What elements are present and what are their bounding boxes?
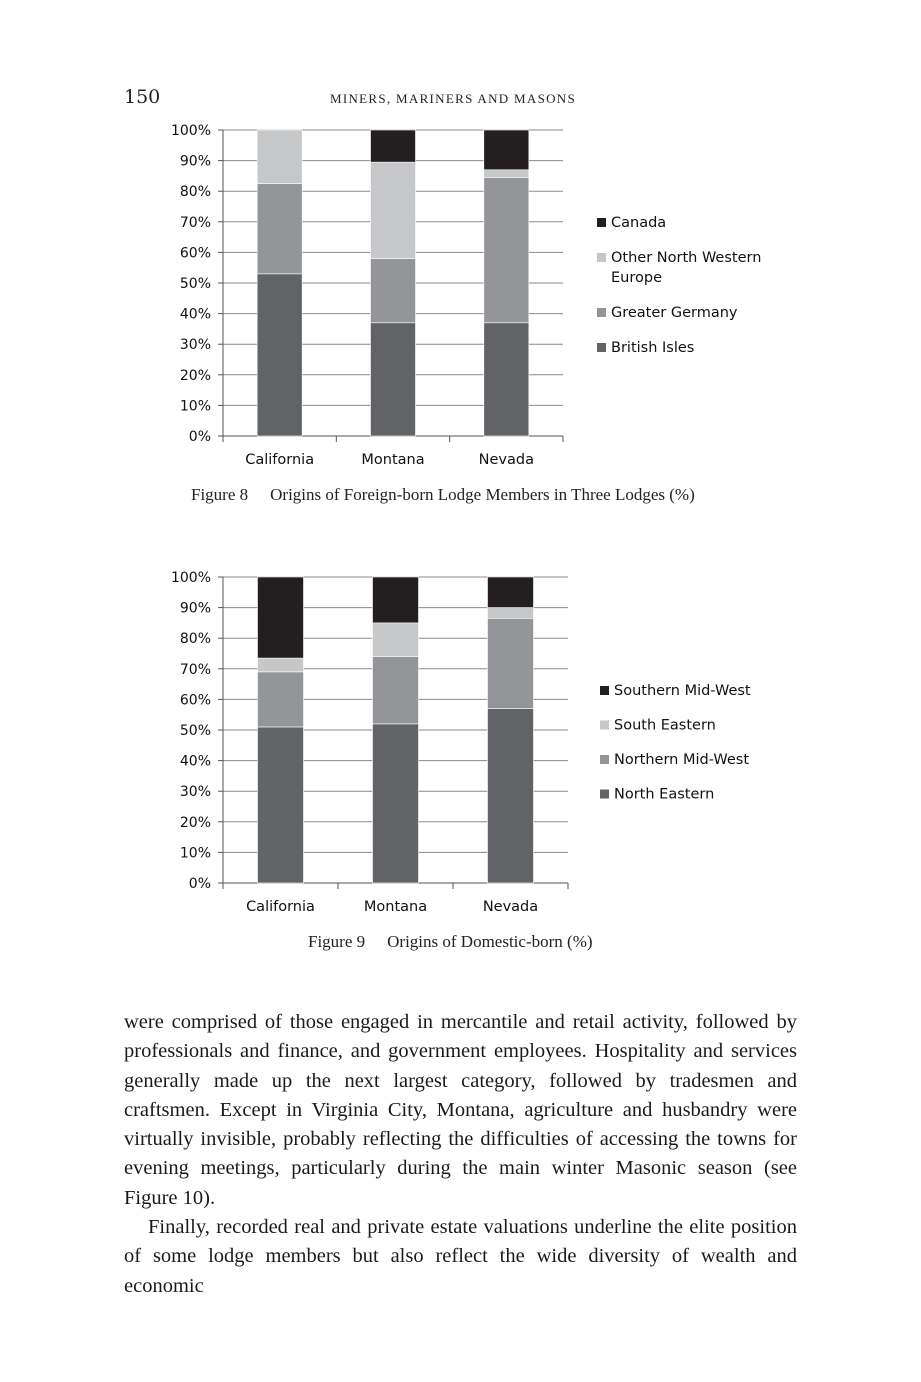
y-tick-label: 30%	[179, 784, 211, 801]
y-tick-label: 60%	[179, 245, 211, 262]
legend-label: Southern Mid-West	[614, 683, 751, 699]
bar-segment-california-british-isles	[257, 274, 302, 436]
figure-8-chart	[0, 110, 921, 480]
y-tick-label: 30%	[179, 337, 211, 354]
y-tick-label: 70%	[179, 661, 211, 678]
bar-segment-montana-south-eastern	[373, 623, 419, 657]
legend-label: Other North Western	[611, 250, 762, 266]
figure-8-label: Figure 8	[191, 485, 249, 504]
y-tick-label: 40%	[179, 306, 211, 323]
legend-swatch	[597, 218, 606, 227]
figure-9-chart	[0, 560, 921, 930]
y-tick-label: 0%	[188, 876, 211, 892]
x-category-label: Nevada	[478, 452, 534, 468]
y-tick-label: 80%	[179, 631, 211, 648]
y-tick-label: 0%	[188, 429, 211, 445]
legend-swatch	[600, 790, 609, 799]
x-category-label: California	[246, 899, 315, 915]
y-tick-label: 40%	[179, 753, 211, 770]
bar-segment-nevada-northern-mid-west	[488, 618, 534, 708]
bar-segment-california-northern-mid-west	[258, 672, 304, 727]
bar-segment-nevada-canada	[484, 130, 529, 170]
y-tick-label: 100%	[170, 123, 211, 139]
legend-label: Canada	[611, 215, 667, 231]
bar-segment-california-other-north-western-europe	[257, 130, 302, 184]
bar-segment-california-north-eastern	[258, 727, 304, 883]
legend-label: Northern Mid-West	[614, 752, 750, 768]
legend-label: Greater Germany	[611, 305, 738, 321]
bar-segment-california-south-eastern	[258, 658, 304, 672]
y-tick-label: 10%	[179, 398, 211, 415]
running-head: MINERS, MARINERS AND MASONS	[330, 91, 577, 106]
bar-segment-montana-northern-mid-west	[373, 657, 419, 724]
bar-segment-nevada-greater-germany	[484, 177, 529, 322]
bar-segment-montana-canada	[371, 130, 416, 162]
bar-segment-california-greater-germany	[257, 184, 302, 274]
x-category-label: Montana	[363, 899, 428, 915]
x-category-label: California	[245, 452, 315, 468]
figure-9-caption	[308, 932, 593, 952]
legend-swatch	[600, 721, 609, 730]
figure-9-caption-text: Origins of Domestic-born (%)	[387, 932, 593, 951]
bar-segment-nevada-south-eastern	[488, 608, 534, 619]
bar-segment-nevada-other-north-western-europe	[484, 170, 529, 178]
y-tick-label: 20%	[179, 367, 211, 384]
legend-swatch	[597, 308, 606, 317]
figure-8-caption	[191, 485, 695, 505]
legend-label: Europe	[611, 270, 662, 286]
legend-swatch	[597, 253, 606, 262]
y-tick-label: 60%	[179, 692, 211, 709]
legend-swatch	[600, 755, 609, 764]
bar-segment-montana-greater-germany	[371, 259, 416, 323]
bar-segment-montana-southern-mid-west	[373, 577, 419, 623]
y-tick-label: 20%	[179, 814, 211, 831]
paragraph: Finally, recorded real and private estate valuations underline the elite position of some lodge members but also reflect the wide diversity of wealth and economic	[124, 1216, 797, 1297]
legend-label: South Eastern	[614, 717, 716, 734]
bar-segment-montana-british-isles	[371, 323, 416, 436]
y-tick-label: 100%	[170, 570, 211, 586]
page-number: 150	[124, 86, 161, 108]
bar-segment-california-southern-mid-west	[258, 577, 304, 658]
bar-segment-nevada-north-eastern	[488, 709, 534, 883]
x-category-label: Nevada	[482, 899, 539, 915]
paragraph: were comprised of those engaged in mercantile and retail activity, followed by professionals and finance, and government employees. Hospitality and services generally made up the next largest category, followed by tradesmen and craftsmen. Except in Virginia City, Montana, agriculture and husbandry were virtually invisible, probably reflecting the difficulties of accessing the towns for evening meetings, particularly during the main winter Masonic season (see Figure 10).	[124, 1011, 797, 1209]
figure-8-caption-text: Origins of Foreign-born Lodge Members in Three Lodges (%)	[270, 485, 695, 504]
x-category-label: Montana	[361, 452, 425, 468]
bar-segment-nevada-southern-mid-west	[488, 577, 534, 608]
bar-segment-nevada-british-isles	[484, 323, 529, 436]
y-tick-label: 10%	[179, 845, 211, 862]
body-text	[124, 1008, 797, 1301]
legend-swatch	[600, 686, 609, 695]
y-tick-label: 90%	[179, 153, 211, 170]
y-tick-label: 50%	[179, 723, 211, 739]
legend-label: British Isles	[611, 340, 695, 356]
bar-segment-montana-north-eastern	[373, 724, 419, 883]
y-tick-label: 50%	[179, 276, 211, 292]
figure-9-label: Figure 9	[308, 932, 366, 951]
legend-swatch	[597, 343, 606, 352]
y-tick-label: 80%	[179, 184, 211, 201]
bar-segment-montana-other-north-western-europe	[371, 162, 416, 258]
legend-label: North Eastern	[614, 786, 715, 803]
y-tick-label: 70%	[179, 214, 211, 231]
y-tick-label: 90%	[179, 600, 211, 617]
